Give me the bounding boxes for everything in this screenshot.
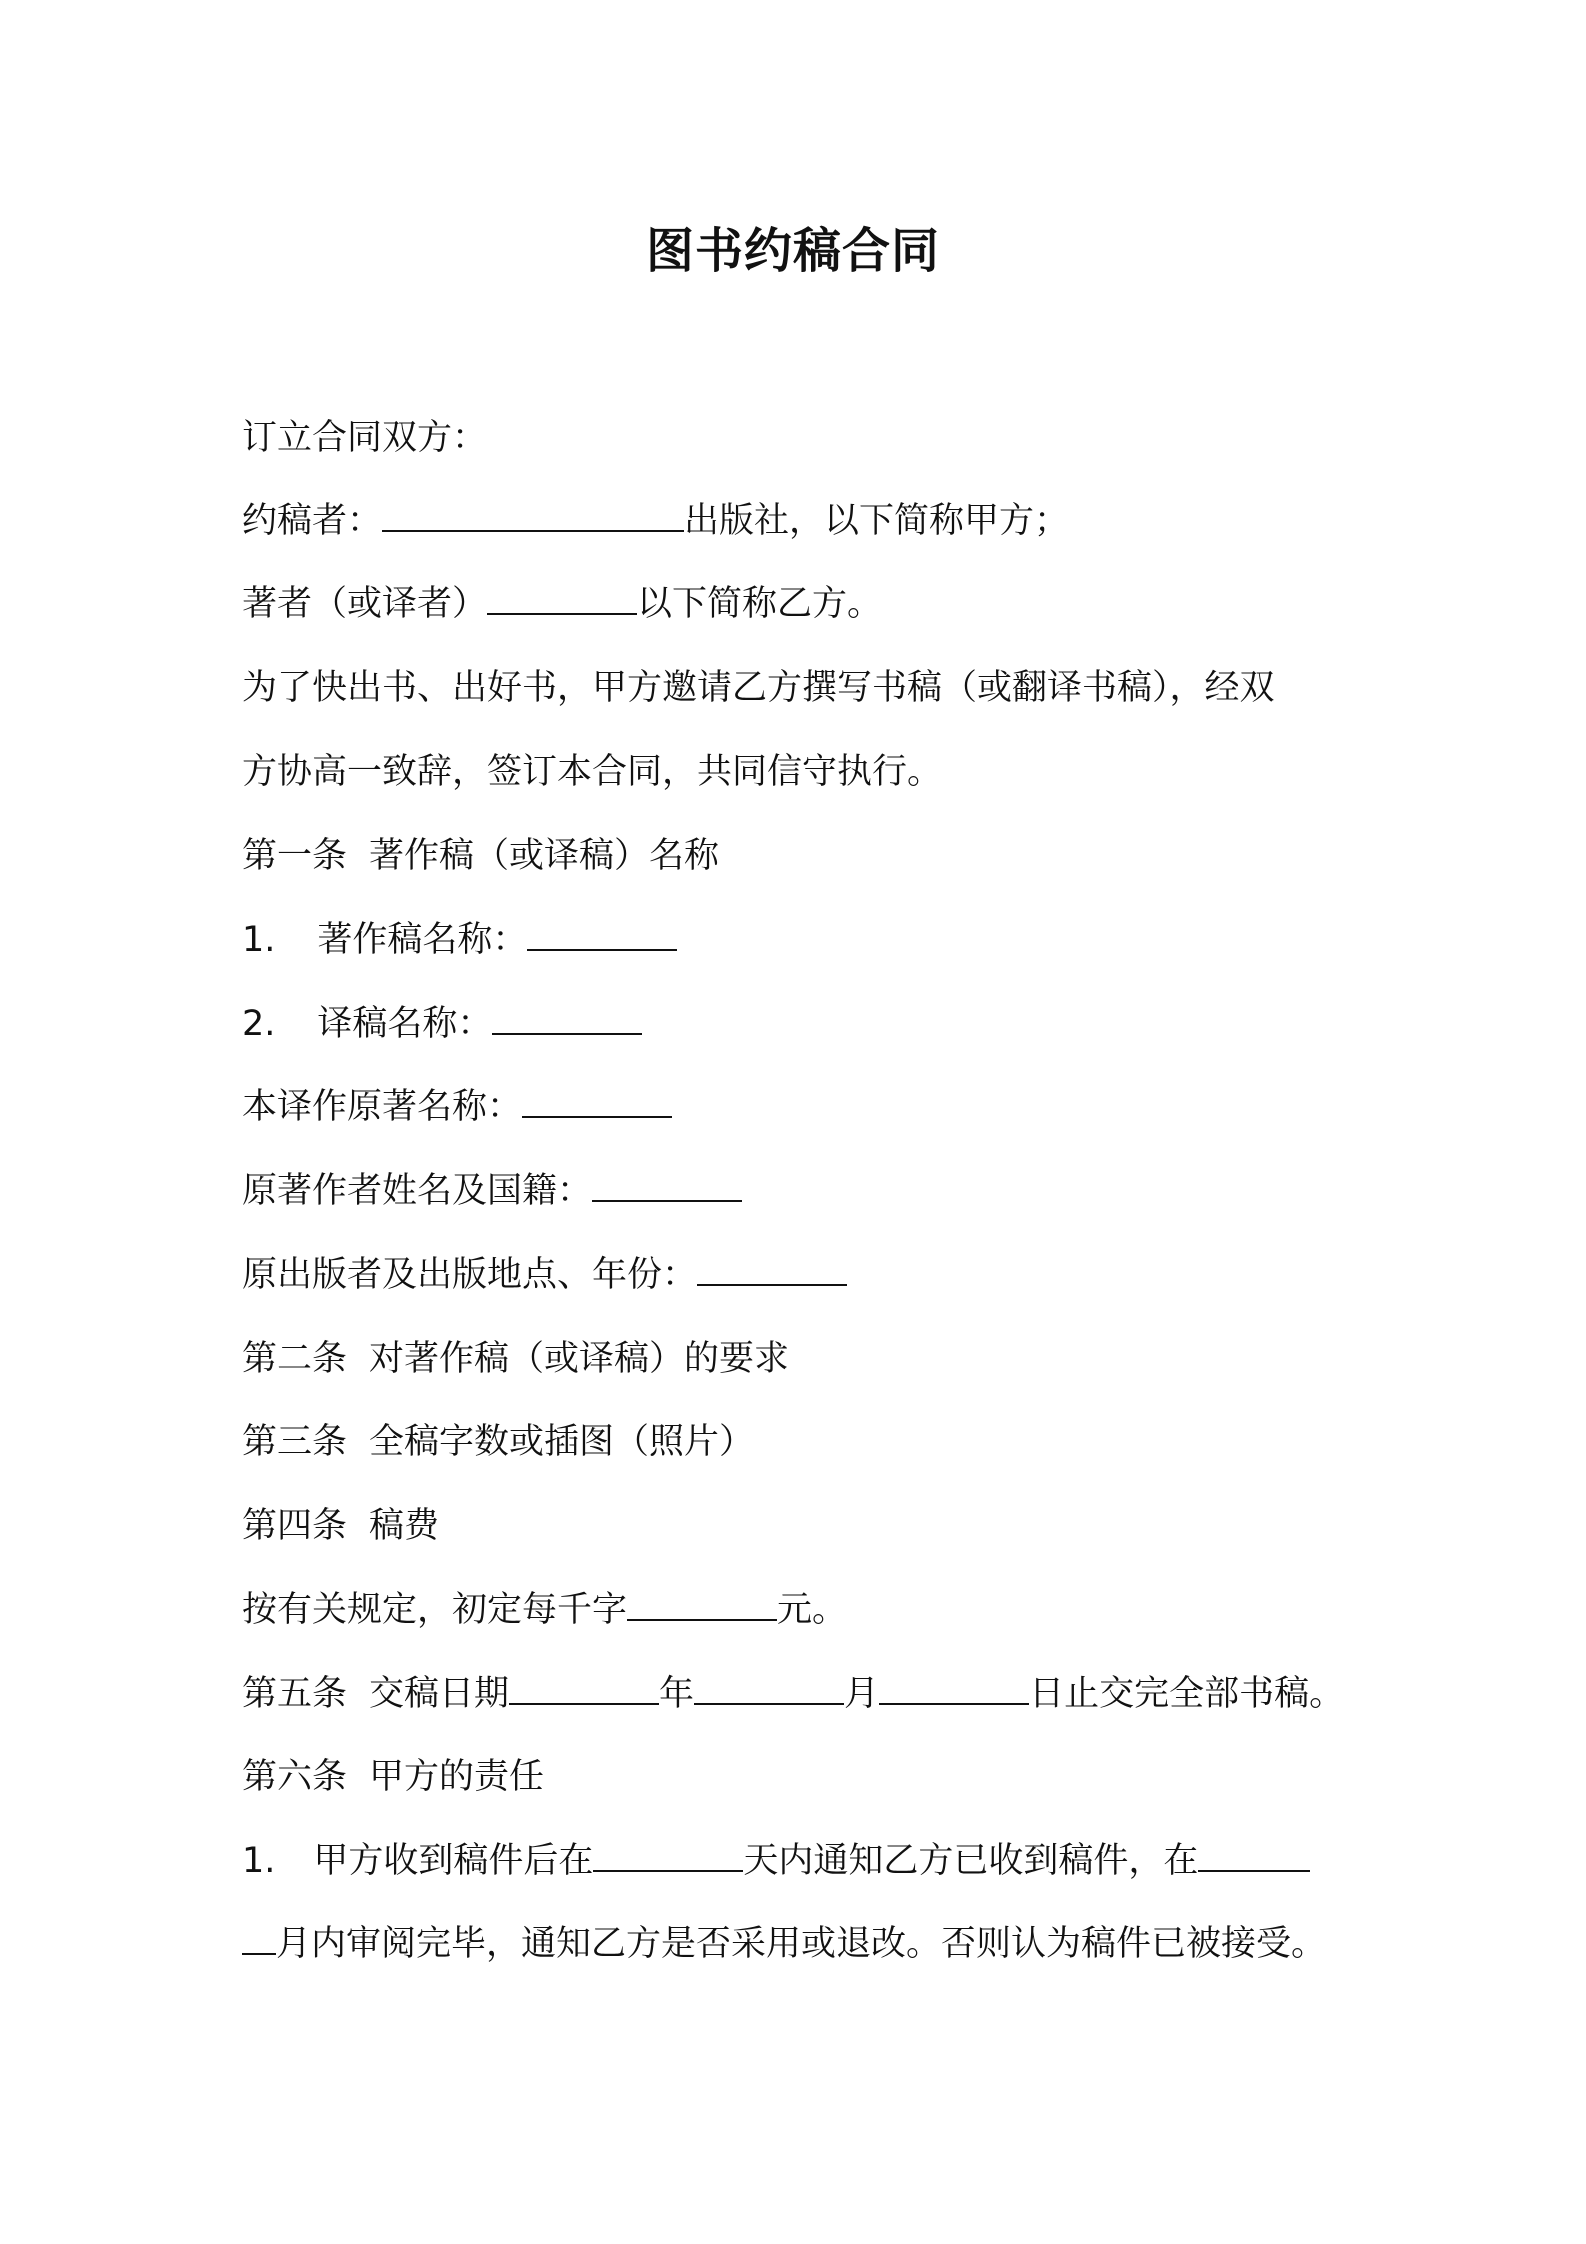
days-blank[interactable] (593, 1840, 743, 1872)
original-title-blank[interactable] (522, 1086, 672, 1118)
item-number: 1. (242, 1841, 276, 1881)
article-4-heading (242, 1502, 439, 1550)
duty-item-1-line-2 (242, 1920, 1326, 1968)
text: 译稿名称： (317, 1004, 493, 1044)
article-title: 著作稿（或译稿）名称 (369, 836, 720, 876)
text: 著作稿名称： (317, 920, 528, 960)
original-author-blank[interactable] (592, 1170, 742, 1202)
article-title: 甲方的责任 (369, 1757, 545, 1797)
work-title-blank[interactable] (527, 919, 677, 951)
article-title: 稿费 (369, 1506, 440, 1546)
original-publisher-line (242, 1251, 847, 1299)
text: 著者（或译者） (242, 584, 488, 624)
text: 年 (659, 1674, 695, 1714)
item-number: 2. (242, 1004, 276, 1044)
article-title: 对著作稿（或译稿）的要求 (369, 1339, 790, 1379)
text: 订立合同双方： (242, 418, 488, 458)
preamble-line-2 (242, 748, 942, 796)
text: 日止交完全部书稿。 (1029, 1674, 1345, 1714)
text: 交稿日期 (369, 1674, 510, 1714)
article-1-heading (242, 832, 719, 880)
text: 出版社，以下简称甲方； (684, 501, 1070, 541)
duty-item-1-line-1 (242, 1837, 1310, 1885)
months-blank[interactable] (1198, 1840, 1310, 1872)
translation-title-blank[interactable] (492, 1003, 642, 1035)
fee-rate-line (242, 1586, 847, 1634)
text: 方协高一致辞，签订本合同，共同信守执行。 (242, 752, 943, 792)
month-blank[interactable] (694, 1673, 844, 1705)
text: 月 (844, 1674, 880, 1714)
article-number: 第六条 (242, 1757, 348, 1797)
article-3-heading (242, 1418, 754, 1466)
article-6-heading (242, 1753, 544, 1801)
article-5-line (242, 1670, 1344, 1718)
party-b-line (242, 580, 882, 628)
article-number: 第二条 (242, 1339, 348, 1379)
text: 原出版者及出版地点、年份： (242, 1255, 698, 1295)
article-number: 第三条 (242, 1422, 348, 1462)
article-number: 第五条 (242, 1674, 348, 1714)
text: 本译作原著名称： (242, 1087, 523, 1127)
article-number: 第四条 (242, 1506, 348, 1546)
text: 元。 (777, 1590, 848, 1630)
text: 约稿者： (242, 501, 383, 541)
article-title: 全稿字数或插图（照片） (369, 1422, 755, 1462)
text: 天内通知乙方已收到稿件，在 (743, 1841, 1199, 1881)
item-translation-title (242, 1000, 642, 1048)
party-a-line (242, 497, 1069, 545)
author-blank[interactable] (487, 583, 637, 615)
year-blank[interactable] (509, 1673, 659, 1705)
day-blank[interactable] (879, 1673, 1029, 1705)
months-blank-continued[interactable] (242, 1923, 276, 1955)
article-number: 第一条 (242, 836, 348, 876)
text: 月内审阅完毕，通知乙方是否采用或退改。否则认为稿件已被接受。 (276, 1924, 1327, 1964)
original-author-line (242, 1167, 742, 1215)
text: 按有关规定，初定每千字 (242, 1590, 628, 1630)
preamble-line-1 (242, 664, 1275, 712)
text: 为了快出书、出好书，甲方邀请乙方撰写书稿（或翻译书稿），经双 (242, 668, 1275, 708)
publisher-blank[interactable] (382, 500, 684, 532)
text: 甲方收到稿件后在 (313, 1841, 594, 1881)
text: 以下简称乙方。 (637, 584, 883, 624)
original-title-line (242, 1083, 672, 1131)
item-work-title (242, 916, 677, 964)
text: 原著作者姓名及国籍： (242, 1171, 593, 1211)
document-title: 图书约稿合同 (645, 223, 940, 279)
article-2-heading (242, 1335, 789, 1383)
contract-parties-heading (242, 414, 487, 462)
item-number: 1. (242, 920, 276, 960)
original-publisher-blank[interactable] (697, 1254, 847, 1286)
fee-rate-blank[interactable] (627, 1589, 777, 1621)
